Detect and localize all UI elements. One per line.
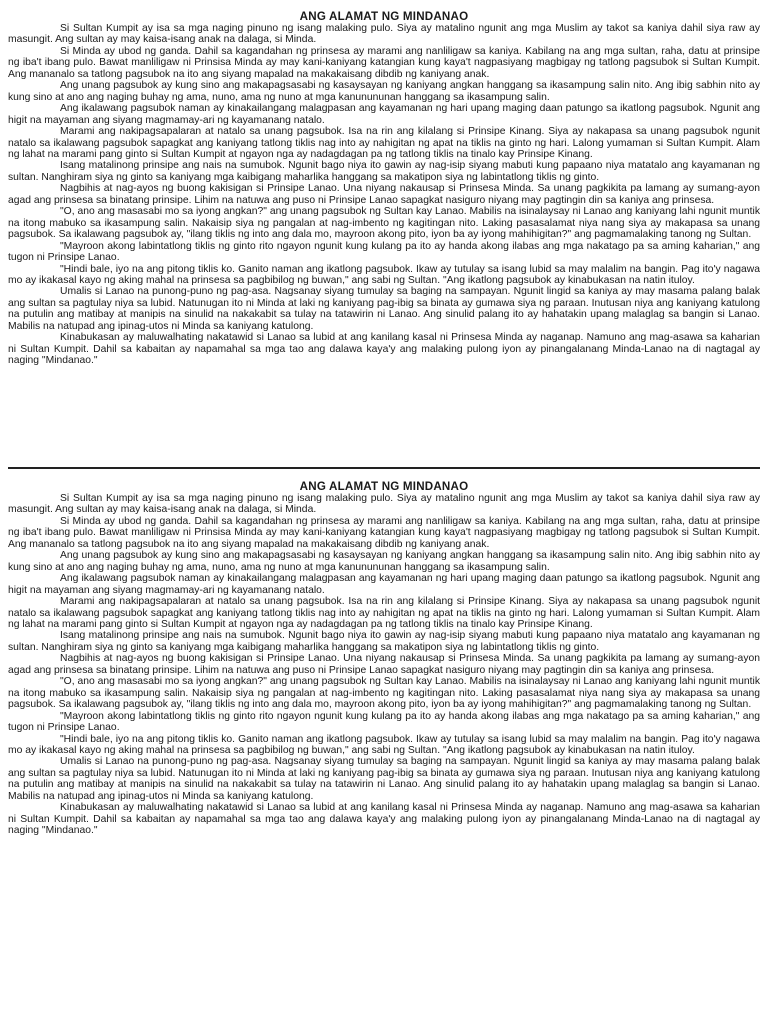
paragraph-12: Kinabukasan ay maluwalhating nakatawid si Lanao sa lubid at ang kanilang kasal ni Prinsesa Minda ay naganap. Namuno ang mag-asawa sa kaharian ni Sultan Kumpit. Dahil sa kabaitan ay napamahal sa mga tao ang dalawa kaya'y ang malaking pulong iyon ay pinangalanang Minda-Lanao na di nagtagal ay naging "Mindanao." [8,802,760,837]
paragraph-2: Si Minda ay ubod ng ganda. Dahil sa kagandahan ng prinsesa ay marami ang nanliligaw sa kaniya. Kabilang na ang mga sultan, raha, datu at prinsipe ng iba't ibang pulo. Bawat manliligaw ni Prinsisa Minda ay may kani-kaniyang katangian kung kaya't nagpasiyang magbigay ng tatlong pagsubok si Sultan Kumpit. Ang mananalo sa tatlong pagsubok na ito ang siyang mapalad na makakaisang dibdib ng kaniyang anak. [8,45,760,80]
paragraph-8: "O, ano ang masasabi mo sa iyong angkan?" ang unang pagsubok ng Sultan kay Lanao. Mabilis na isinalaysay ni Lanao ang kaniyang lahi ngunit muntik na itong mabuko sa ikasampung salin. Nakaisip siya ng pangalan at nag-imbento ng kagitingan nito. Laking pasasalamat niya nang siya ay makapasa sa unang pagsubok. Sa ikalawang pagsubok ay, "ilang tiklis ng into ang dala mo, mayroon akong pito, iyon ba ay iyong mahihigitan?" ang pagmamalaking tanong ng Sultan. [8,676,760,711]
paragraph-9: "Mayroon akong labintatlong tiklis ng ginto rito ngayon ngunit kung kulang pa ito ay handa akong ilabas ang mga nakatago pa sa aming kaharian," ang tugon ni Prinsipe Lanao. [8,710,760,734]
paragraph-4: Ang ikalawang pagsubok naman ay kinakailangang malagpasan ang kayamanan ng hari upang maging daan patungo sa ikatlong pagsubok. Ngunit ang higit na mayaman ang siyang magmamay-ari ng kayamanang natalo. [8,103,760,126]
paragraph-10: "Hindi bale, iyo na ang pitong tiklis ko. Ganito naman ang ikatlong pagsubok. Ikaw ay tutulay sa isang lubid sa may malalim na bangin. Pag ito'y nagawa mo ay ikakasal kayo ng aking mahal na prinsesa sa pagbibilog ng buwan," ang sabi ng Sultan. "Ang ikatlong pagsubok ay kinabukasan na natin ituloy. [8,733,760,756]
paragraph-1: Si Sultan Kumpit ay isa sa mga naging pinuno ng isang malaking pulo. Siya ay matalino ngunit ang mga Muslim ay takot sa kaniya dahil siya raw ay masungit. Ang sultan ay may kaisa-isang anak na dalaga, si Minda. [8,493,760,516]
document-title: ANG ALAMAT NG MINDANAO [299,10,469,23]
paragraph-7: Nagbihis at nag-ayos ng buong kakisigan si Prinsipe Lanao. Una niyang nakausap si Prinsesa Minda. Sa unang pagkikita pa lamang ay sumang-ayon agad ang prinsesa sa binatang prinsipe. Lihim na natuwa ang puso ni Prinsipe Lanao sapagkat nasiguro niyang may pagtingin din sa kaniya ang prinsesa. [8,183,760,206]
paragraph-3: Ang unang pagsubok ay kung sino ang makapagsasabi ng kasaysayan ng kaniyang angkan hanggang sa ikasampung salin nito. Ang ibig sabhin nito ay kung sino at ano ang naging buhay ng ama, nuno, ama ng nuno at mga kanunununan hanggang sa ikasampung salin. [8,550,760,573]
paragraph-8: "O, ano ang masasabi mo sa iyong angkan?" ang unang pagsubok ng Sultan kay Lanao. Mabilis na isinalaysay ni Lanao ang kaniyang lahi ngunit muntik na itong mabuko sa ikasampung salin. Nakaisip siya ng pangalan at nag-imbento ng kagitingan nito. Laking pasasalamat niya nang siya ay makapasa sa unang pagsubok. Sa ikalawang pagsubok ay, "ilang tiklis ng into ang dala mo, mayroon akong pito, iyon ba ay iyong mahihigitan?" ang pagmamalaking tanong ng Sultan. [8,206,760,241]
paragraph-4: Ang ikalawang pagsubok naman ay kinakailangang malagpasan ang kayamanan ng hari upang maging daan patungo sa ikatlong pagsubok. Ngunit ang higit na mayaman ang siyang magmamay-ari ng kayamanang natalo. [8,573,760,596]
paragraph-12: Kinabukasan ay maluwalhating nakatawid si Lanao sa lubid at ang kanilang kasal ni Prinsesa Minda ay naganap. Namuno ang mag-asawa sa kaharian ni Sultan Kumpit. Dahil sa kabaitan ay napamahal sa mga tao ang dalawa kaya'y ang malaking pulong iyon ay pinangalanang Minda-Lanao na di nagtagal ay naging "Mindanao." [8,332,760,367]
paragraph-11: Umalis si Lanao na punong-puno ng pag-asa. Nagsanay siyang tumulay sa baging na sampayan. Ngunit lingid sa kaniya ay may masama palang balak ang sultan sa pagtulay niya sa lubid. Natunugan ito ni Minda at laki ng kaniyang pag-ibig sa binata ay gumawa siya ng paraan. Inutusan niya ang kaniyang katulong na putulin ang matibay at manipis na sinulid na nakakabit sa tulay na tatawirin ni Lanao. Ang sinulid palang ito ay hahatakin upang malaglag sa bangin si Lanao. Mabilis na natupad ang ipinag-utos ni Minda sa kaniyang katulong. [8,286,760,332]
paragraph-9: "Mayroon akong labintatlong tiklis ng ginto rito ngayon ngunit kung kulang pa ito ay handa akong ilabas ang mga nakatago pa sa aming kaharian," ang tugon ni Prinsipe Lanao. [8,240,760,264]
paragraph-7: Nagbihis at nag-ayos ng buong kakisigan si Prinsipe Lanao. Una niyang nakausap si Prinsesa Minda. Sa unang pagkikita pa lamang ay sumang-ayon agad ang prinsesa sa binatang prinsipe. Lihim na natuwa ang puso ni Prinsipe Lanao sapagkat nasiguro niyang may pagtingin din sa kaniya ang prinsesa. [8,653,760,676]
paragraph-1: Si Sultan Kumpit ay isa sa mga naging pinuno ng isang malaking pulo. Siya ay matalino ngunit ang mga Muslim ay takot sa kaniya dahil siya raw ay masungit. Ang sultan ay may kaisa-isang anak na dalaga, si Minda. [8,23,760,46]
document-title: ANG ALAMAT NG MINDANAO [299,480,469,493]
section-divider [8,467,760,469]
legend-copy-1 [8,10,760,472]
paragraph-3: Ang unang pagsubok ay kung sino ang makapagsasabi ng kasaysayan ng kaniyang angkan hanggang sa ikasampung salin nito. Ang ibig sabhin nito ay kung sino at ano ang naging buhay ng ama, nuno, ama ng nuno at mga kanunununan hanggang sa ikasampung salin. [8,80,760,103]
legend-copy-2 [8,480,760,942]
paragraph-2: Si Minda ay ubod ng ganda. Dahil sa kagandahan ng prinsesa ay marami ang nanliligaw sa kaniya. Kabilang na ang mga sultan, raha, datu at prinsipe ng iba't ibang pulo. Bawat manliligaw ni Prinsisa Minda ay may kani-kaniyang katangian kung kaya't nagpasiyang magbigay ng tatlong pagsubok si Sultan Kumpit. Ang mananalo sa tatlong pagsubok na ito ang siyang mapalad na makakaisang dibdib ng kaniyang anak. [8,515,760,550]
paragraph-6: Isang matalinong prinsipe ang nais na sumubok. Ngunit bago niya ito gawin ay nag-isip siyang mabuti kung papaano niya matatalo ang kayamanan ng sultan. Nanghiram siya ng ginto sa kaniyang mga kaibigang maharlika hanggang sa makatipon siya ng labintatlong tiklis ng ginto. [8,160,760,183]
paragraph-6: Isang matalinong prinsipe ang nais na sumubok. Ngunit bago niya ito gawin ay nag-isip siyang mabuti kung papaano niya matatalo ang kayamanan ng sultan. Nanghiram siya ng ginto sa kaniyang mga kaibigang maharlika hanggang sa makatipon siya ng labintatlong tiklis ng ginto. [8,630,760,653]
paragraph-5: Marami ang nakipagsapalaran at natalo sa unang pagsubok. Isa na rin ang kilalang si Prinsipe Kinang. Siya ay nakapasa sa unang pagsubok ngunit natalo sa ikalawang pagsubok sapagkat ang kaniyang tatlong tiklis nag into ay nahigitan ng apat na tiklis na ginto ng hari. Lalong yumaman si Sultan Kumpit. Alam ng lahat na marami pang ginto si Sultan Kumpit at ngayon nga ay nadagdagan pa ng tatlong tiklis na tinalo kay Prinsipe Kinang. [8,126,760,160]
scanned-page [8,0,760,1024]
paragraph-5: Marami ang nakipagsapalaran at natalo sa unang pagsubok. Isa na rin ang kilalang si Prinsipe Kinang. Siya ay nakapasa sa unang pagsubok ngunit natalo sa ikalawang pagsubok sapagkat ang kaniyang tatlong tiklis nag into ay nahigitan ng apat na tiklis na ginto ng hari. Lalong yumaman si Sultan Kumpit. Alam ng lahat na marami pang ginto si Sultan Kumpit at ngayon nga ay nadagdagan pa ng tatlong tiklis na tinalo kay Prinsipe Kinang. [8,596,760,630]
paragraph-11: Umalis si Lanao na punong-puno ng pag-asa. Nagsanay siyang tumulay sa baging na sampayan. Ngunit lingid sa kaniya ay may masama palang balak ang sultan sa pagtulay niya sa lubid. Natunugan ito ni Minda at laki ng kaniyang pag-ibig sa binata ay gumawa siya ng paraan. Inutusan niya ang kaniyang katulong na putulin ang matibay at manipis na sinulid na nakakabit sa tulay na tatawirin ni Lanao. Ang sinulid palang ito ay hahatakin upang malaglag sa bangin si Lanao. Mabilis na natupad ang ipinag-utos ni Minda sa kaniyang katulong. [8,756,760,802]
paragraph-10: "Hindi bale, iyo na ang pitong tiklis ko. Ganito naman ang ikatlong pagsubok. Ikaw ay tutulay sa isang lubid sa may malalim na bangin. Pag ito'y nagawa mo ay ikakasal kayo ng aking mahal na prinsesa sa pagbibilog ng buwan," ang sabi ng Sultan. "Ang ikatlong pagsubok ay kinabukasan na natin ituloy. [8,263,760,286]
